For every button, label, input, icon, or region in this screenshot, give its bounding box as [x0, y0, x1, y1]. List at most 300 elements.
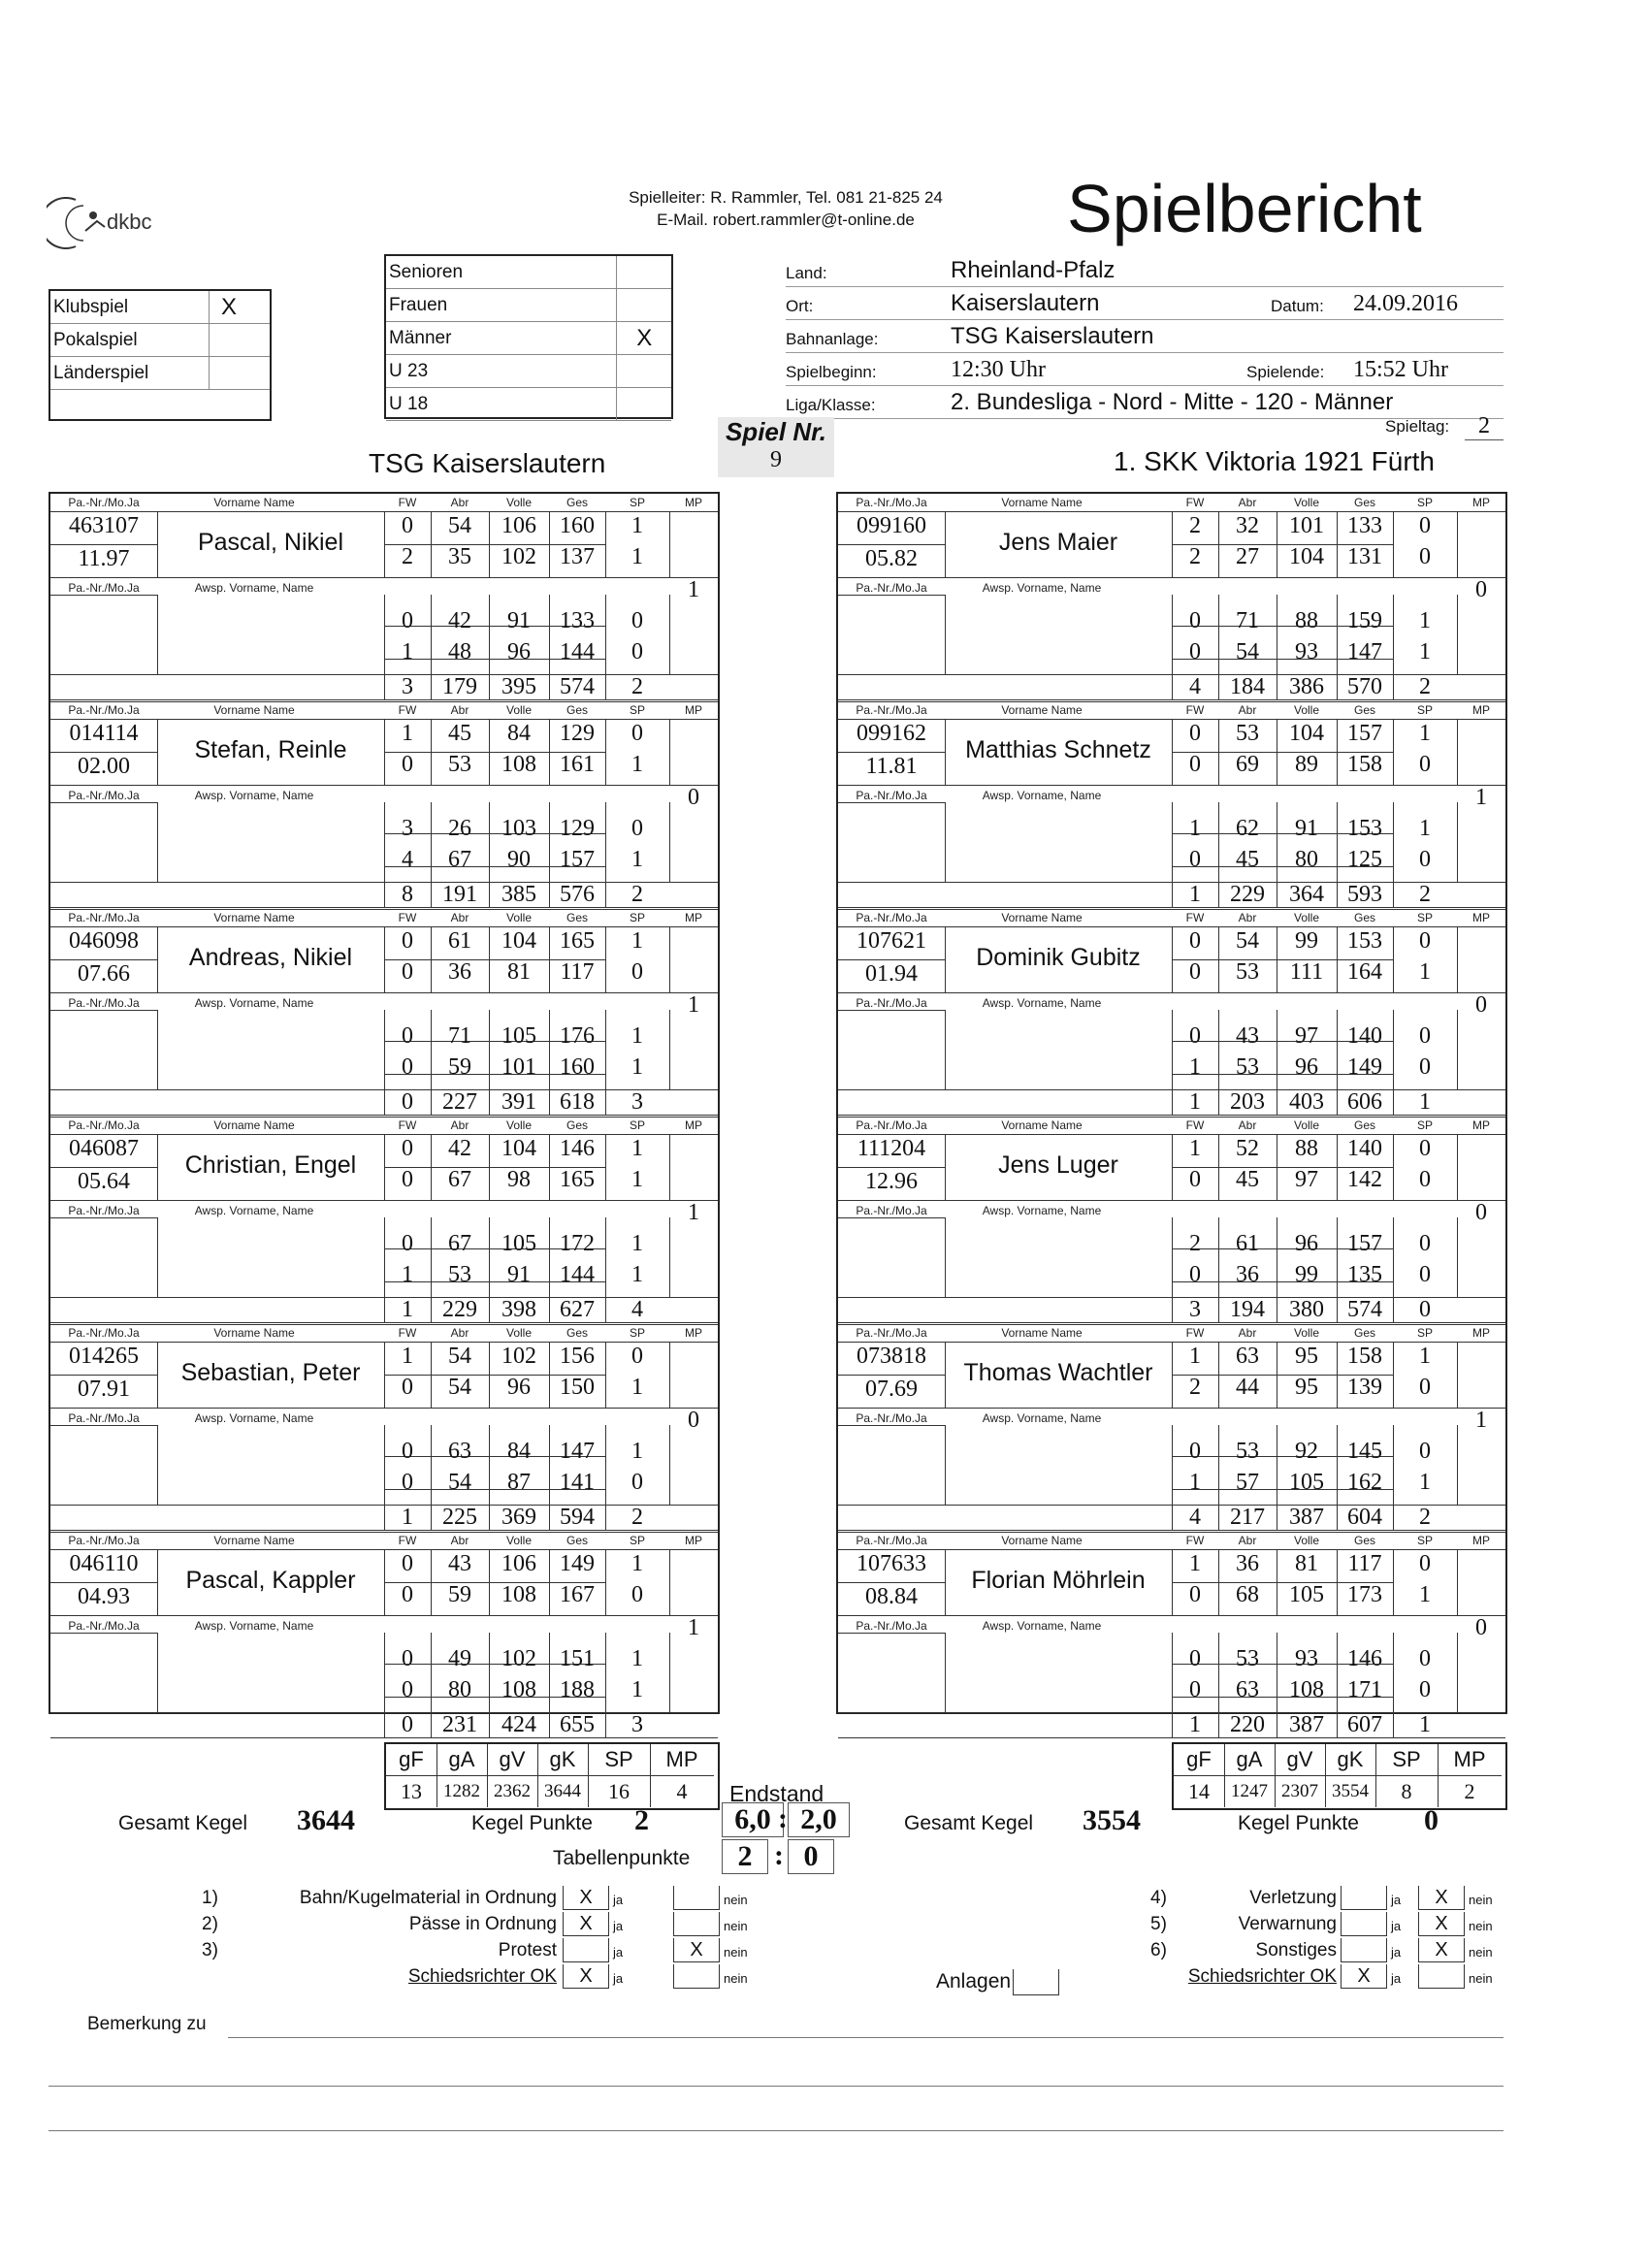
home-lane-value: 106	[501, 1551, 536, 1576]
away-lane-value: 0	[1419, 1023, 1431, 1049]
id-header: Pa.-Nr./Mo.Ja	[68, 1326, 140, 1340]
table-line	[50, 1633, 157, 1634]
home-kp-value: 2	[634, 1804, 649, 1836]
home-sum-value: 2362	[487, 1776, 538, 1807]
table-line	[669, 1342, 670, 1408]
home-lane-value: 91	[507, 608, 531, 633]
away-lane-value: 0	[1189, 1677, 1201, 1702]
home-lane-value: 1	[631, 1231, 643, 1256]
home-player-mp: 1	[688, 1200, 699, 1225]
abr-header: Abr	[450, 496, 469, 509]
home-lane-value: 141	[560, 1470, 595, 1495]
away-lane-value: 68	[1236, 1582, 1259, 1607]
ges-header: Ges	[1353, 1534, 1375, 1547]
check-ja-box[interactable]: X	[563, 1912, 609, 1936]
home-lane-value: 104	[501, 928, 536, 954]
volle-header: Volle	[505, 703, 533, 717]
id-header: Pa.-Nr./Mo.Ja	[68, 1534, 140, 1547]
home-lane-value: 1	[631, 544, 643, 569]
table-line	[50, 1200, 718, 1201]
away-lane-value: 88	[1295, 608, 1318, 633]
home-pass-nr: 046110	[69, 1551, 139, 1576]
away-total-value: 4	[1189, 674, 1201, 699]
home-sum-label: MP	[650, 1744, 714, 1776]
home-lane-value: 48	[448, 639, 471, 664]
name-header: Vorname Name	[1001, 703, 1083, 717]
page-title: Spielbericht	[1067, 171, 1422, 246]
home-lane-value: 0	[402, 1023, 413, 1049]
home-sum-value: 1282	[436, 1776, 488, 1807]
away-lane-value: 97	[1295, 1167, 1318, 1192]
home-lane-value: 102	[501, 1646, 536, 1671]
volle-header: Volle	[1293, 703, 1320, 717]
away-pass-nr: 107633	[857, 1551, 926, 1576]
dkbc-logo	[47, 192, 173, 250]
away-lane-value: 0	[1189, 639, 1201, 664]
away-lane-value: 1	[1189, 1344, 1201, 1369]
table-line	[1457, 802, 1458, 882]
home-lane-value: 0	[631, 1582, 643, 1607]
land-label: Land:	[786, 264, 827, 282]
away-total-value: 229	[1230, 882, 1265, 907]
home-lane-value: 1	[631, 1054, 643, 1080]
check-ja-box[interactable]	[1341, 1912, 1387, 1936]
category-mark	[616, 256, 671, 288]
check-nein-box[interactable]	[1418, 1964, 1465, 1989]
away-lane-value: 101	[1289, 513, 1324, 538]
away-total-value: 604	[1347, 1505, 1382, 1530]
home-lane-value: 0	[402, 1136, 413, 1161]
away-player-block	[838, 1324, 1505, 1532]
table-line	[1457, 1134, 1458, 1200]
home-lane-value: 157	[560, 847, 595, 872]
table-line	[945, 1217, 946, 1297]
id-header-2: Pa.-Nr./Mo.Ja	[68, 996, 140, 1010]
away-lane-value: 0	[1189, 1262, 1201, 1287]
away-player-mp: 0	[1475, 577, 1487, 602]
bemerkung-label: Bemerkung zu	[87, 2014, 207, 2034]
home-lane-value: 80	[448, 1677, 471, 1702]
away-lane-value: 1	[1189, 1054, 1201, 1080]
category-mark: X	[616, 322, 671, 354]
away-lane-value: 69	[1236, 752, 1259, 777]
id-header-2: Pa.-Nr./Mo.Ja	[856, 1204, 927, 1217]
volle-header: Volle	[505, 1326, 533, 1340]
category-row	[386, 388, 671, 421]
home-lane-value: 117	[560, 959, 595, 985]
mp-header: MP	[685, 911, 702, 924]
away-pass-nr: 111204	[857, 1136, 926, 1161]
away-total-value: 1	[1189, 882, 1201, 907]
id-header: Pa.-Nr./Mo.Ja	[856, 1118, 927, 1132]
name-header: Vorname Name	[213, 496, 295, 509]
table-line	[945, 1633, 946, 1712]
away-player-name: Matthias Schnetz	[965, 736, 1151, 763]
check-label: Schiedsrichter OK	[1187, 1966, 1337, 1987]
home-lane-value: 156	[560, 1344, 595, 1369]
away-player-mp: 1	[1475, 785, 1487, 810]
table-line	[669, 1134, 670, 1200]
away-lane-value: 0	[1189, 608, 1201, 633]
home-lane-value: 54	[448, 1375, 471, 1400]
table-line	[945, 802, 946, 882]
fw-header: FW	[398, 1326, 417, 1340]
home-player-block	[50, 701, 718, 909]
fw-header: FW	[398, 1534, 417, 1547]
away-lane-value: 0	[1189, 1023, 1201, 1049]
table-line	[838, 1324, 1505, 1325]
home-total-value: 2	[631, 882, 643, 907]
home-lane-value: 101	[501, 1054, 536, 1080]
home-total-value: 655	[560, 1712, 595, 1737]
away-lane-value: 158	[1347, 752, 1382, 777]
name-header: Vorname Name	[1001, 1326, 1083, 1340]
home-lane-value: 3	[402, 816, 413, 841]
name-header: Vorname Name	[213, 1534, 295, 1547]
away-lane-value: 104	[1289, 721, 1324, 746]
home-player-name: Stefan, Reinle	[194, 736, 347, 763]
away-birth-month-year: 07.69	[865, 1377, 918, 1402]
bahn-value: TSG Kaiserslautern	[951, 323, 1154, 349]
home-lane-value: 36	[448, 959, 471, 985]
home-player-mp: 0	[688, 785, 699, 810]
home-lane-value: 63	[448, 1439, 471, 1464]
home-lane-value: 150	[560, 1375, 595, 1400]
ja-label: ja	[613, 1919, 624, 1933]
home-birth-month-year: 02.00	[78, 754, 130, 779]
check-nein-box[interactable]	[673, 1964, 720, 1989]
away-player-mp: 0	[1475, 1200, 1487, 1225]
check-nein-box[interactable]	[673, 1912, 720, 1936]
home-total-value: 227	[442, 1089, 477, 1115]
home-total-value: 618	[560, 1089, 595, 1115]
tab-home: 2	[722, 1839, 768, 1874]
id-header: Pa.-Nr./Mo.Ja	[856, 1326, 927, 1340]
awsp-header: Awsp. Vorname, Name	[194, 789, 314, 802]
away-kp-label: Kegel Punkte	[1238, 1812, 1359, 1834]
home-lane-value: 96	[507, 1375, 531, 1400]
away-lane-value: 0	[1419, 1231, 1431, 1256]
away-lane-value: 0	[1419, 513, 1431, 538]
abr-header: Abr	[1238, 1534, 1257, 1547]
home-birth-month-year: 05.64	[78, 1169, 130, 1194]
table-line	[945, 1010, 946, 1089]
home-lane-value: 102	[501, 544, 536, 569]
home-lane-value: 108	[501, 752, 536, 777]
table-line	[50, 544, 157, 545]
nein-label: nein	[1469, 1971, 1493, 1986]
home-lane-value: 160	[560, 513, 595, 538]
away-total-value: 574	[1347, 1297, 1382, 1322]
check-ja-box[interactable]: X	[563, 1964, 609, 1989]
sp-header: SP	[629, 911, 645, 924]
fw-header: FW	[1185, 1118, 1205, 1132]
home-total-value: 627	[560, 1297, 595, 1322]
home-total-value: 1	[402, 1505, 413, 1530]
away-total-value: 387	[1289, 1505, 1324, 1530]
away-player-mp: 1	[1475, 1408, 1487, 1433]
home-player-mp: 1	[688, 992, 699, 1018]
away-lane-value: 131	[1347, 544, 1382, 569]
away-sum-value: 14	[1174, 1776, 1225, 1807]
mp-header: MP	[685, 703, 702, 717]
away-lane-value: 149	[1347, 1054, 1382, 1080]
table-line	[50, 577, 718, 578]
sp-header: SP	[1416, 911, 1433, 924]
home-sum-value: 16	[588, 1776, 651, 1807]
check-ja-box[interactable]	[1341, 1886, 1387, 1910]
away-gesamt-value: 3554	[1083, 1804, 1141, 1836]
away-lane-value: 97	[1295, 1023, 1318, 1049]
home-lane-value: 160	[560, 1054, 595, 1080]
bemerkung-line-3	[48, 2130, 1504, 2131]
home-lane-value: 167	[560, 1582, 595, 1607]
home-lane-value: 0	[631, 959, 643, 985]
check-nein-box[interactable]: X	[1418, 1886, 1465, 1910]
table-line	[157, 595, 158, 674]
away-lane-value: 0	[1189, 959, 1201, 985]
home-player-block	[50, 1324, 718, 1532]
abr-header: Abr	[1238, 911, 1257, 924]
table-line	[669, 1549, 670, 1615]
check-ja-box[interactable]	[563, 1938, 609, 1962]
home-lane-value: 2	[402, 544, 413, 569]
home-player-mp: 1	[688, 1615, 699, 1640]
sp-header: SP	[1416, 1534, 1433, 1547]
away-total-value: 1	[1189, 1712, 1201, 1737]
table-line	[50, 959, 157, 960]
home-player-name: Pascal, Kappler	[185, 1567, 356, 1594]
table-line	[669, 511, 670, 577]
table-line	[838, 802, 945, 803]
away-lane-value: 2	[1189, 1375, 1201, 1400]
home-lane-value: 42	[448, 608, 471, 633]
check-nein-box[interactable]	[673, 1886, 720, 1910]
away-player-block	[838, 1117, 1505, 1324]
away-lane-value: 173	[1347, 1582, 1382, 1607]
home-lane-value: 35	[448, 544, 471, 569]
check-label: Verletzung	[1249, 1888, 1337, 1908]
table-line	[669, 1010, 670, 1089]
match-type-box	[48, 289, 272, 421]
home-lane-value: 1	[402, 721, 413, 746]
home-total-value: 369	[501, 1505, 536, 1530]
table-line	[50, 909, 718, 910]
away-lane-value: 158	[1347, 1344, 1382, 1369]
home-lane-value: 0	[402, 1551, 413, 1576]
away-lane-value: 0	[1189, 1582, 1201, 1607]
away-lane-value: 171	[1347, 1677, 1382, 1702]
table-line	[50, 802, 157, 803]
home-lane-value: 176	[560, 1023, 595, 1049]
away-lane-value: 43	[1236, 1023, 1259, 1049]
awsp-header: Awsp. Vorname, Name	[194, 996, 314, 1010]
table-line	[50, 1217, 157, 1218]
home-lane-value: 0	[402, 1582, 413, 1607]
check-number: 5)	[1150, 1914, 1167, 1934]
away-lane-value: 95	[1295, 1344, 1318, 1369]
away-lane-value: 157	[1347, 721, 1382, 746]
id-header: Pa.-Nr./Mo.Ja	[68, 496, 140, 509]
ort-row	[786, 287, 1504, 320]
id-header: Pa.-Nr./Mo.Ja	[68, 1118, 140, 1132]
land-value: Rheinland-Pfalz	[951, 257, 1116, 283]
volle-header: Volle	[505, 496, 533, 509]
away-lane-value: 80	[1295, 847, 1318, 872]
table-line	[1457, 1425, 1458, 1505]
id-header-2: Pa.-Nr./Mo.Ja	[856, 581, 927, 595]
home-total-value: 3	[402, 674, 413, 699]
away-total-value: 570	[1347, 674, 1382, 699]
check-ja-box[interactable]	[1341, 1938, 1387, 1962]
table-line	[1457, 1633, 1458, 1712]
table-line	[50, 752, 157, 753]
home-lane-value: 105	[501, 1231, 536, 1256]
away-lane-value: 0	[1419, 1167, 1431, 1192]
home-total-value: 8	[402, 882, 413, 907]
ende-label: Spielende:	[1246, 363, 1325, 381]
home-lane-value: 151	[560, 1646, 595, 1671]
sp-header: SP	[1416, 1326, 1433, 1340]
home-lane-value: 165	[560, 928, 595, 954]
ja-label: ja	[1391, 1919, 1402, 1933]
awsp-header: Awsp. Vorname, Name	[982, 1619, 1102, 1633]
away-lane-value: 1	[1419, 816, 1431, 841]
home-lane-value: 90	[507, 847, 531, 872]
id-header: Pa.-Nr./Mo.Ja	[856, 703, 927, 717]
away-total-value: 593	[1347, 882, 1382, 907]
match-type-row	[50, 324, 270, 357]
check-label: Verwarnung	[1238, 1914, 1337, 1934]
table-line	[838, 544, 945, 545]
away-lane-value: 2	[1189, 544, 1201, 569]
table-line	[157, 1217, 158, 1297]
table-line	[838, 785, 1505, 786]
leiter-line: Spielleiter: R. Rammler, Tel. 081 21-825 24	[629, 188, 943, 207]
home-lane-value: 147	[560, 1439, 595, 1464]
away-lane-value: 63	[1236, 1677, 1259, 1702]
spiel-nr-value: 9	[770, 447, 782, 472]
table-line	[945, 1425, 946, 1505]
home-lane-value: 129	[560, 816, 595, 841]
table-line	[669, 926, 670, 992]
home-player-name: Christian, Engel	[184, 1151, 357, 1179]
away-lane-value: 53	[1236, 1439, 1259, 1464]
away-lane-value: 0	[1189, 752, 1201, 777]
home-lane-value: 105	[501, 1023, 536, 1049]
away-player-table	[836, 492, 1507, 1737]
check-nein-box[interactable]: X	[1418, 1938, 1465, 1962]
spieltag-label: Spieltag:	[1385, 417, 1450, 436]
table-line	[838, 752, 945, 753]
anlagen-checkbox[interactable]	[1013, 1969, 1059, 1995]
table-line	[50, 1167, 157, 1168]
fw-header: FW	[1185, 1534, 1205, 1547]
away-total-value: 194	[1230, 1297, 1265, 1322]
away-lane-value: 153	[1347, 816, 1382, 841]
away-total-value: 1	[1189, 1089, 1201, 1115]
ort-value: Kaiserslautern	[951, 290, 1100, 316]
check-nein-box[interactable]: X	[1418, 1912, 1465, 1936]
id-header: Pa.-Nr./Mo.Ja	[856, 1534, 927, 1547]
away-lane-value: 108	[1289, 1677, 1324, 1702]
beginn-label: Spielbeginn:	[786, 363, 877, 381]
away-lane-value: 1	[1419, 639, 1431, 664]
table-line	[838, 1217, 945, 1218]
spieltag-value: 2	[1465, 413, 1504, 440]
category-row	[386, 289, 671, 322]
home-sum-label: gF	[386, 1744, 437, 1776]
match-type-mark	[209, 324, 248, 356]
category-label: Männer	[389, 327, 452, 348]
home-lane-value: 1	[631, 1439, 643, 1464]
sp-header: SP	[629, 1534, 645, 1547]
id-header-2: Pa.-Nr./Mo.Ja	[68, 789, 140, 802]
home-lane-value: 0	[402, 1231, 413, 1256]
check-ja-box[interactable]: X	[563, 1886, 609, 1910]
awsp-header: Awsp. Vorname, Name	[982, 1411, 1102, 1425]
mp-header: MP	[685, 1326, 702, 1340]
away-sum-value: 1247	[1224, 1776, 1276, 1807]
ges-header: Ges	[566, 1326, 588, 1340]
table-line	[838, 959, 945, 960]
awsp-header: Awsp. Vorname, Name	[194, 1204, 314, 1217]
away-lane-value: 45	[1236, 847, 1259, 872]
away-total-value: 606	[1347, 1089, 1382, 1115]
table-line	[838, 1582, 945, 1583]
home-player-block	[50, 1532, 718, 1739]
away-lane-value: 140	[1347, 1136, 1382, 1161]
away-lane-value: 0	[1419, 1439, 1431, 1464]
table-line	[157, 1010, 158, 1089]
away-total-value: 2	[1419, 674, 1431, 699]
home-lane-value: 0	[631, 639, 643, 664]
fw-header: FW	[398, 1118, 417, 1132]
home-lane-value: 144	[560, 639, 595, 664]
home-total-value: 0	[402, 1712, 413, 1737]
table-line	[669, 1425, 670, 1505]
home-lane-value: 54	[448, 513, 471, 538]
ges-header: Ges	[566, 496, 588, 509]
anlagen-label: Anlagen	[936, 1970, 1012, 1993]
home-lane-value: 0	[631, 1344, 643, 1369]
away-lane-value: 142	[1347, 1167, 1382, 1192]
ges-header: Ges	[1353, 911, 1375, 924]
table-line	[50, 701, 718, 702]
mp-header: MP	[1472, 703, 1490, 717]
awsp-header: Awsp. Vorname, Name	[194, 581, 314, 595]
awsp-header: Awsp. Vorname, Name	[194, 1411, 314, 1425]
check-label: Sonstiges	[1255, 1940, 1337, 1960]
home-lane-value: 106	[501, 513, 536, 538]
nein-label: nein	[1469, 1893, 1493, 1907]
fw-header: FW	[398, 703, 417, 717]
away-lane-value: 1	[1419, 1582, 1431, 1607]
home-lane-value: 71	[448, 1023, 471, 1049]
table-line	[50, 595, 157, 596]
check-ja-box[interactable]: X	[1341, 1964, 1387, 1989]
home-lane-value: 1	[631, 1136, 643, 1161]
home-sum-value: 4	[676, 1779, 688, 1803]
category-label: U 23	[389, 360, 429, 381]
table-line	[50, 1425, 157, 1426]
away-lane-value: 1	[1419, 959, 1431, 985]
check-nein-box[interactable]: X	[673, 1938, 720, 1962]
home-lane-value: 165	[560, 1167, 595, 1192]
away-player-name: Florian Möhrlein	[971, 1567, 1146, 1594]
home-total-value: 0	[402, 1089, 413, 1115]
volle-header: Volle	[1293, 1326, 1320, 1340]
